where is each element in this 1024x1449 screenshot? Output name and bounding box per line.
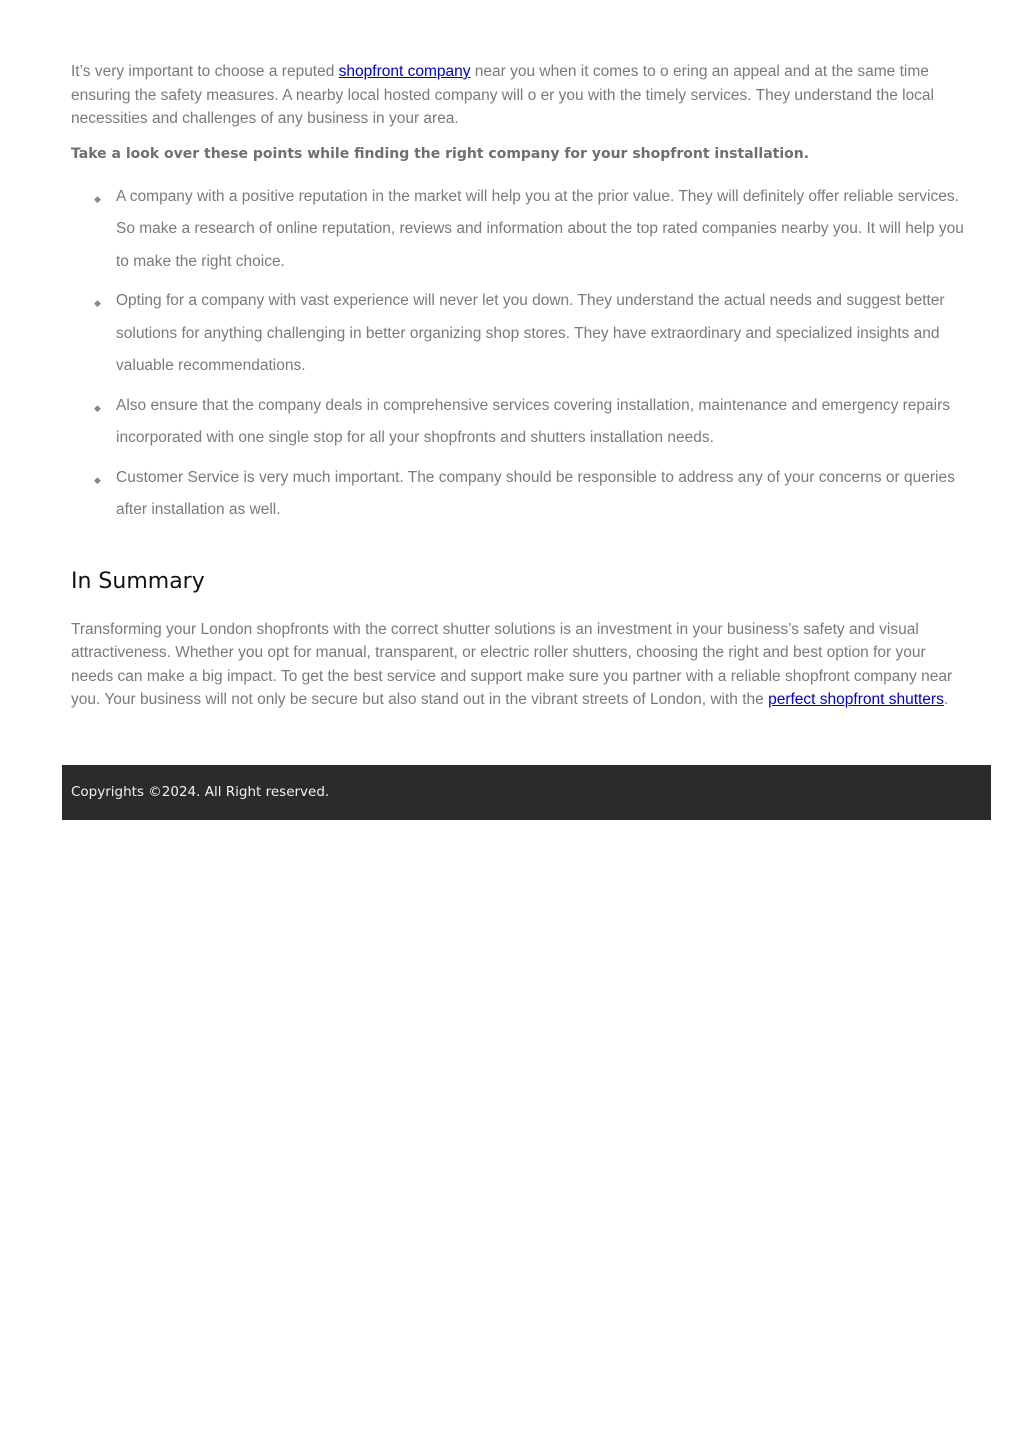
list-item-text: A company with a positive reputation in the market will help you at the prior value. They will definitely offer reliable services. So make a research of online reputation, reviews and information about the top rated companies nearby you. It will help you to make the right choice. [116, 187, 964, 270]
list-item [94, 285, 971, 383]
bullet-icon: ◆ [94, 298, 101, 308]
intro-paragraph [71, 60, 971, 131]
list-item [94, 390, 971, 455]
intro-text-after-link: near you when it comes to o ering an appeal and at the same time ensuring the safety measures. A nearby local hosted company will o er you with the timely services. They understand the local necessities and challenges of any business in your area. [71, 63, 934, 127]
list-item-text: Customer Service is very much important. The company should be responsible to address any of your concerns or queries after installation as well. [116, 468, 955, 518]
bullet-icon: ◆ [94, 193, 101, 204]
shopfront-company-link[interactable]: shopfront company [338, 63, 471, 80]
list-item-text: Also ensure that the company deals in comprehensive services covering installation, maintenance and emergency repairs incorporated with one single stop for all your shopfronts and shutters installation needs. [116, 396, 951, 446]
summary-body-text: Transforming your London shopfronts with the correct shutter solutions is an investment in your business’s safety and visual attractiveness. Whether you opt for manual, transparent, or electric roller shutters, choosing the right and best option for your needs can make a big impact. To get the best service and support make sure you partner with a reliable shopfront company near you. Your business will not only be secure but also stand out in the vibrant streets of London, with the [71, 620, 953, 708]
summary-end-punctuation: . [943, 691, 949, 708]
perfect-shopfront-shutters-link[interactable]: perfect shopfront shutters [768, 691, 944, 708]
list-item-text: Opting for a company with vast experience will never let you down. They understand the actual needs and suggest better solutions for anything challenging in better organizing shop stores. They have extraordinary and specialized insights and valuable recommendations. [116, 292, 945, 374]
list-item [94, 462, 971, 527]
copyright-text: Copyrights ©2024. All Right reserved. [71, 784, 330, 800]
points-heading: Take a look over these points while finding the right company for your shopfront installation. [71, 145, 810, 162]
points-list [71, 181, 971, 527]
summary-heading: In Summary [71, 568, 205, 594]
intro-text-before-link: It’s very important to choose a reputed [71, 63, 339, 80]
list-item [94, 181, 971, 279]
page-footer [62, 765, 991, 820]
summary-paragraph [71, 618, 971, 712]
bullet-icon: ◆ [94, 402, 101, 413]
article-content [71, 60, 971, 712]
bullet-icon: ◆ [94, 474, 101, 485]
